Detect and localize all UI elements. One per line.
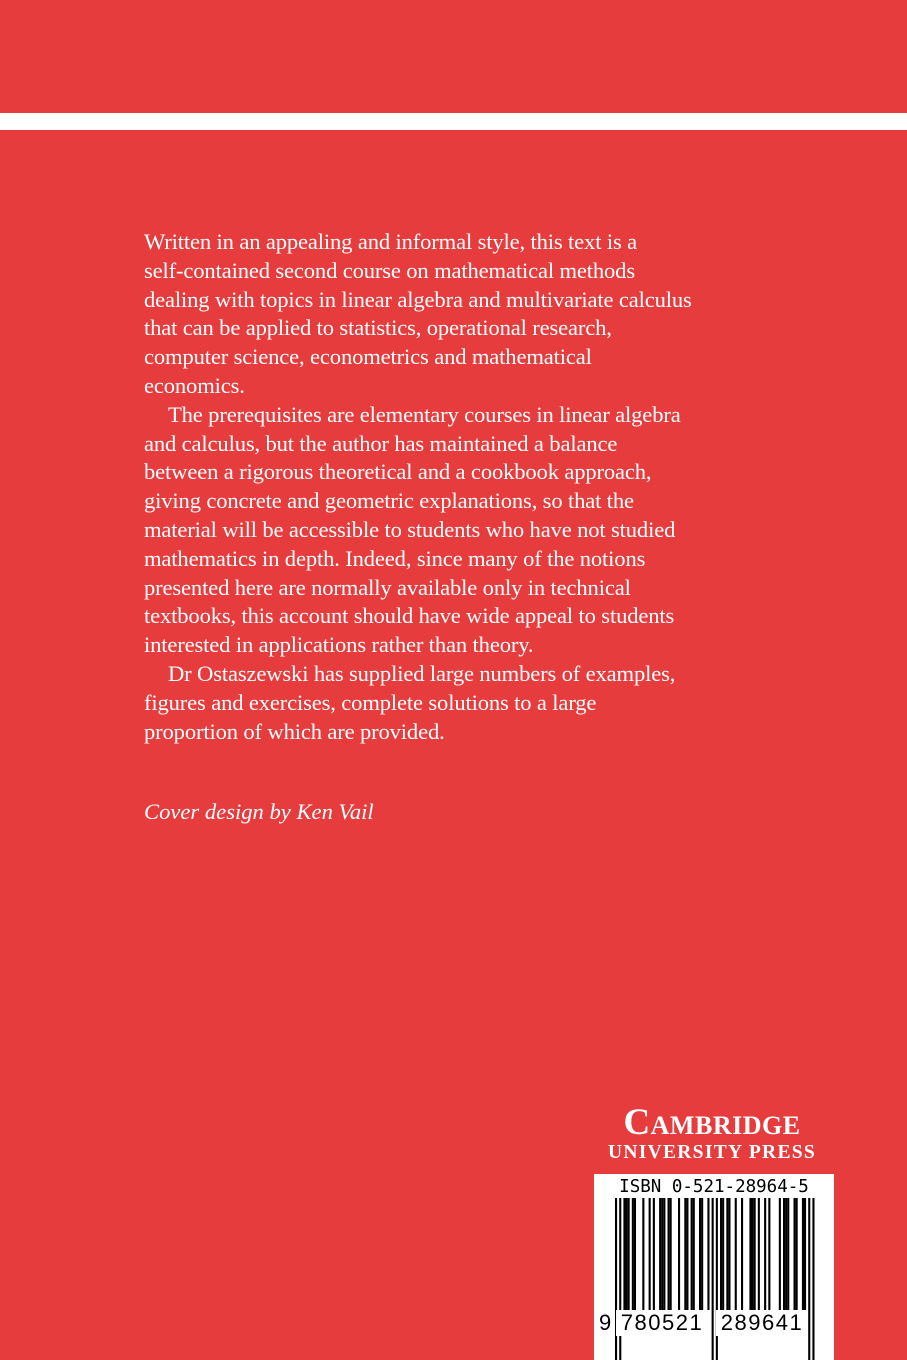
blurb-line: material will be accessible to students who have not studied: [144, 516, 676, 542]
blurb-line: The prerequisites are elementary courses in linear algebra: [168, 401, 681, 427]
barcode-bar: [659, 1198, 661, 1310]
barcode-bar: [735, 1198, 737, 1310]
blurb-line: mathematics in depth. Indeed, since many of the notions: [144, 545, 646, 571]
blurb-line: computer science, econometrics and mathematical: [144, 344, 592, 370]
publisher-logo: [589, 1104, 835, 1164]
barcode-bar: [712, 1198, 714, 1360]
barcode-bar: [684, 1198, 686, 1310]
barcode-bar: [707, 1198, 709, 1310]
barcode-bar: [779, 1198, 781, 1310]
publisher-subtitle: UNIVERSITY PRESS: [607, 1142, 817, 1163]
barcode-bar: [808, 1198, 810, 1360]
barcode-panel: [594, 1174, 834, 1360]
barcode-bar: [802, 1198, 804, 1310]
barcode-bar: [726, 1198, 728, 1310]
barcode-bar: [796, 1198, 798, 1310]
blurb-line: and calculus, but the author has maintained a balance: [144, 430, 618, 456]
cover-design-credit: Cover design by Ken Vail: [144, 799, 374, 824]
barcode-bar: [686, 1198, 688, 1310]
barcode-bar: [661, 1198, 663, 1310]
barcode-bar: [670, 1198, 672, 1310]
barcode-bar: [649, 1198, 651, 1310]
blurb-text: [144, 228, 784, 746]
blurb-line: that can be applied to statistics, operational research,: [144, 315, 612, 341]
barcode-bar: [653, 1198, 655, 1310]
barcode-bar: [663, 1198, 665, 1310]
publisher-name: Cambridge: [623, 1102, 801, 1143]
barcode-bar: [701, 1198, 703, 1310]
blurb-paragraph-1: [144, 228, 784, 401]
blurb-line: textbooks, this account should have wide appeal to students: [144, 603, 675, 629]
barcode-bar: [754, 1198, 756, 1310]
barcode-bar: [728, 1198, 730, 1310]
barcode-bar: [722, 1198, 724, 1310]
blurb-line: between a rigorous theoretical and a cookbook approach,: [144, 459, 652, 485]
barcode-bar: [642, 1198, 644, 1310]
barcode-bar: [785, 1198, 787, 1310]
white-stripe: [0, 113, 907, 130]
blurb-line: proportion of which are provided.: [144, 718, 445, 744]
isbn-label: ISBN 0-521-28964-5: [619, 1177, 809, 1197]
ean-left-digits: 780521: [616, 1310, 708, 1336]
barcode-bar: [768, 1198, 770, 1310]
blurb-line: Dr Ostaszewski has supplied large numbers of examples,: [168, 660, 676, 686]
barcode-bar: [623, 1198, 625, 1310]
blurb-paragraph-2: [144, 401, 784, 660]
barcode-bar: [628, 1198, 630, 1310]
blurb-line: dealing with topics in linear algebra and multivariate calculus: [144, 286, 692, 312]
blurb-line: figures and exercises, complete solutions to a large: [144, 689, 597, 715]
barcode-bar: [752, 1198, 754, 1310]
barcode-bar: [691, 1198, 693, 1310]
blurb-line: presented here are normally available only in technical: [144, 574, 631, 600]
barcode-bar: [764, 1198, 766, 1310]
barcode-bar: [693, 1198, 695, 1310]
blurb-paragraph-3: [144, 660, 784, 746]
barcode-bar: [804, 1198, 806, 1310]
blurb-line: Written in an appealing and informal style, this text is a: [144, 229, 637, 254]
barcode-bar: [720, 1198, 722, 1310]
barcode-bar: [749, 1198, 751, 1310]
barcode-bar: [699, 1198, 701, 1310]
ean-lead-digit: 9: [599, 1310, 612, 1335]
barcode-bar: [794, 1198, 796, 1310]
barcode-bar: [668, 1198, 670, 1310]
barcode-bar: [626, 1198, 628, 1310]
barcode-bar: [741, 1198, 743, 1310]
blurb-line: giving concrete and geometric explanations, so that the: [144, 488, 634, 514]
barcode-bar: [812, 1198, 814, 1360]
barcode-bar: [783, 1198, 785, 1310]
barcode-bar: [787, 1198, 789, 1310]
ean-right-digits: 289641: [716, 1310, 808, 1336]
blurb-line: economics.: [144, 372, 245, 398]
barcode-bar: [634, 1198, 636, 1310]
blurb-line: self-contained second course on mathematical methods: [144, 257, 635, 283]
blurb-line: interested in applications rather than theory.: [144, 632, 534, 658]
barcode-bar: [758, 1198, 760, 1310]
barcode-bar: [632, 1198, 634, 1310]
barcode-bar: [678, 1198, 680, 1310]
